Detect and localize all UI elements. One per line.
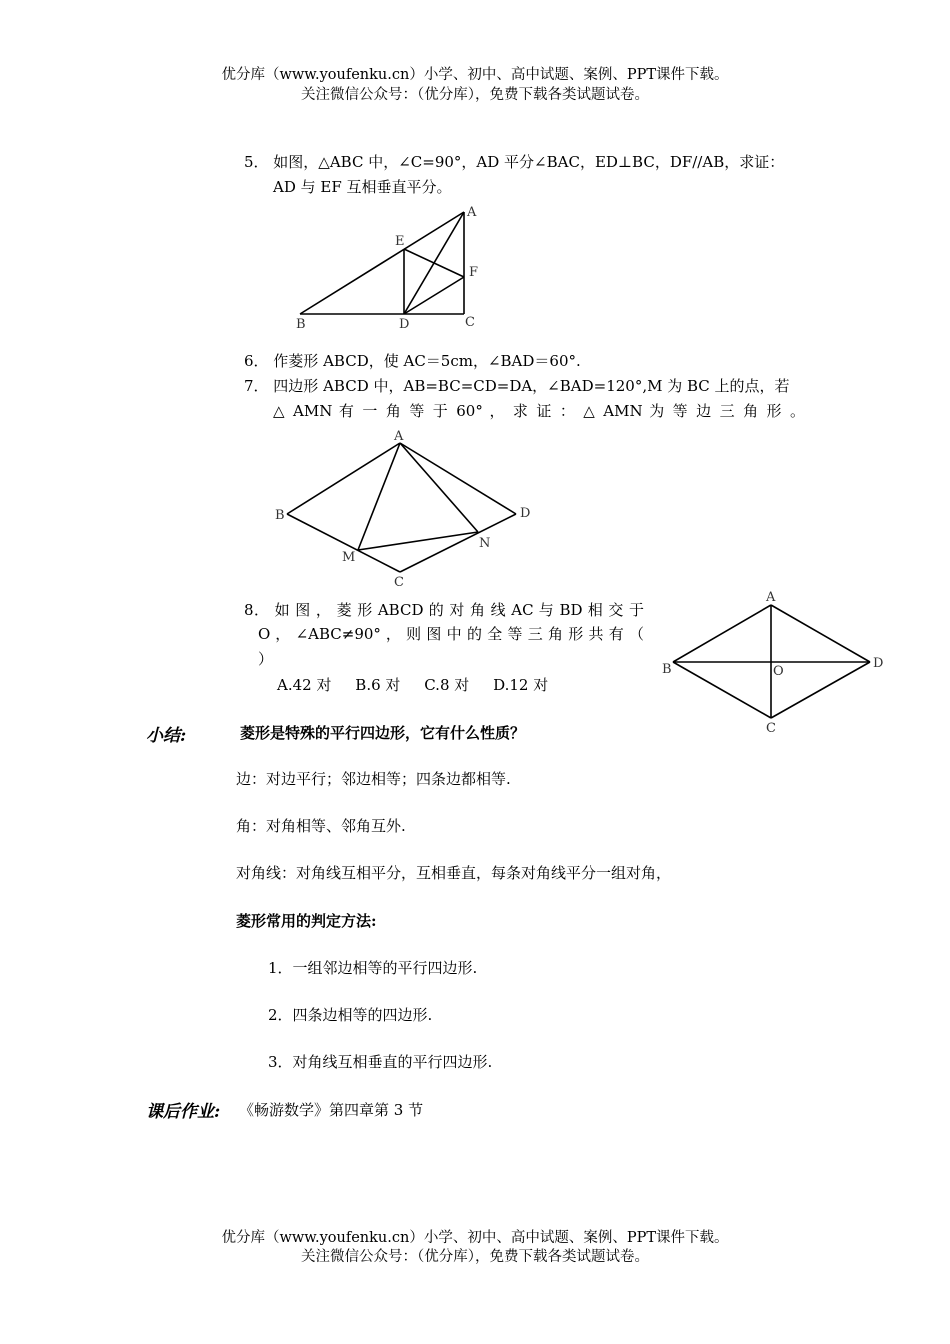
- fig7-line-AN: [400, 443, 478, 532]
- fig7-line-AD: [400, 443, 516, 514]
- summary-method-2: 2．四条边相等的四边形.: [268, 1006, 433, 1024]
- question-7-line1: 7． 四边形 ABCD 中，AB=BC=CD=DA，∠BAD=120°,M 为 BC 上的点，若: [244, 377, 790, 395]
- fig5-label-E: E: [395, 234, 405, 249]
- page-footer-line1: 优分库（www.youfenku.cn）小学、初中、高中试题、案例、PPT课件下载。: [221, 1230, 729, 1246]
- fig8-label-B: B: [662, 662, 672, 677]
- summary-sides: 边：对边平行；邻边相等；四条边都相等.: [236, 770, 511, 788]
- question-8-options: A.42 对 B.6 对 C.8 对 D.12 对: [277, 676, 549, 694]
- fig7-label-M: M: [342, 550, 356, 565]
- fig5-label-D: D: [399, 317, 410, 332]
- summary-question: 菱形是特殊的平行四边形，它有什么性质？: [240, 724, 526, 742]
- fig8-label-O: O: [773, 664, 784, 679]
- fig5-line-DF: [404, 277, 464, 314]
- fig8-line-AB: [673, 605, 771, 662]
- homework-text: 《畅游数学》第四章第 3 节: [239, 1101, 424, 1119]
- page-footer-line2: 关注微信公众号：（优分库），免费下载各类试题试卷。: [301, 1249, 649, 1265]
- fig5-line-BA: [300, 212, 464, 314]
- fig7-label-N: N: [479, 536, 491, 551]
- summary-methods-title: 菱形常用的判定方法:: [236, 912, 377, 930]
- homework-label: 课后作业:: [146, 1102, 221, 1122]
- fig7-label-A: A: [394, 429, 404, 444]
- fig7-line-DC: [400, 514, 516, 572]
- summary-angles: 角：对角相等、邻角互外.: [236, 817, 406, 835]
- fig7-label-C: C: [394, 575, 404, 590]
- page-header-line2: 关注微信公众号：（优分库），免费下载各类试题试卷。: [301, 87, 649, 103]
- fig8-label-C: C: [766, 721, 776, 736]
- fig7-label-B: B: [275, 508, 285, 523]
- summary-diagonals: 对角线：对角线互相平分，互相垂直，每条对角线平分一组对角，: [236, 864, 672, 882]
- fig7-line-AM: [358, 443, 400, 550]
- fig5-label-C: C: [465, 315, 475, 330]
- fig5-label-B: B: [296, 317, 306, 332]
- question-5-line1: 5． 如图，△ABC 中，∠C=90°，AD 平分∠BAC，ED⊥BC，DF//AB，求证：: [244, 153, 785, 171]
- question-8-line1: 8． 如 图 ， 菱 形 ABCD 的 对 角 线 AC 与 BD 相 交 于: [244, 601, 644, 619]
- fig5-label-F: F: [469, 265, 479, 280]
- question-6: 6． 作菱形 ABCD，使 AC＝5cm，∠BAD＝60°.: [244, 352, 581, 370]
- fig8-line-BC: [673, 662, 771, 718]
- question-7-line2: △ AMN 有 一 角 等 于 60° ， 求 证 ： △ AMN 为 等 边 三 角 形 。: [273, 402, 805, 420]
- page-header-line1: 优分库（www.youfenku.cn）小学、初中、高中试题、案例、PPT课件下载。: [221, 67, 729, 83]
- question-8-line3: ）: [258, 650, 274, 668]
- fig7-label-D: D: [520, 506, 531, 521]
- fig5-label-A: A: [467, 205, 477, 220]
- fig7-line-AB: [287, 443, 400, 514]
- fig8-line-AD: [771, 605, 870, 662]
- summary-method-1: 1．一组邻边相等的平行四边形.: [268, 959, 478, 977]
- fig8-line-DC: [771, 662, 870, 718]
- fig8-label-D: D: [873, 656, 884, 671]
- fig8-label-A: A: [766, 590, 776, 605]
- summary-method-3: 3．对角线互相垂直的平行四边形.: [268, 1053, 493, 1071]
- question-5-line2: AD 与 EF 互相垂直平分。: [273, 178, 452, 196]
- question-8-line2: O ， ∠ABC≠90° ， 则 图 中 的 全 等 三 角 形 共 有 （: [258, 625, 644, 643]
- fig5-line-EF: [404, 249, 464, 277]
- summary-label: 小结:: [146, 726, 187, 746]
- fig7-line-MN: [358, 532, 478, 550]
